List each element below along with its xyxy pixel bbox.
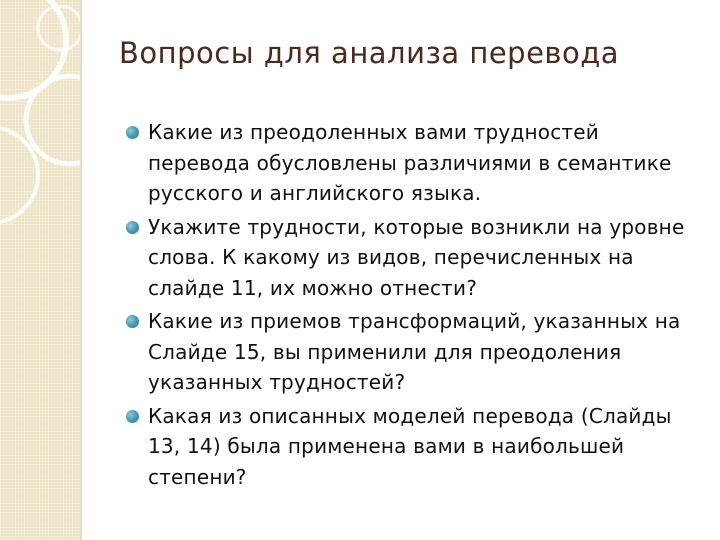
list-item-text: Какая из описанных моделей перевода (Слайды 13, 14) была применена вами в наибольшей степени? bbox=[148, 403, 672, 489]
list-item-text: Какие из преодоленных вами трудностей перевода обусловлены различиями в семантике русского и английского языка. bbox=[148, 120, 672, 205]
list-item bbox=[126, 212, 696, 304]
decorative-circles bbox=[0, 0, 80, 540]
decorative-side-panel bbox=[0, 0, 80, 540]
panel-divider bbox=[80, 0, 82, 540]
slide-title: Вопросы для анализа перевода bbox=[119, 36, 620, 70]
list-item bbox=[126, 306, 696, 398]
bullet-icon bbox=[126, 126, 139, 139]
bullet-list bbox=[126, 117, 696, 495]
list-item bbox=[126, 117, 696, 209]
list-item bbox=[126, 401, 696, 493]
bullet-icon bbox=[126, 315, 139, 328]
list-item-text: Укажите трудности, которые возникли на уровне слова. К какому из видов, перечисленных на слайде 11, их можно отнести? bbox=[148, 214, 685, 300]
bullet-icon bbox=[126, 410, 139, 423]
bullet-icon bbox=[126, 221, 139, 234]
list-item-text: Какие из приемов трансформаций, указанных на Слайде 15, вы применили для преодоления указанных трудностей? bbox=[148, 309, 681, 394]
